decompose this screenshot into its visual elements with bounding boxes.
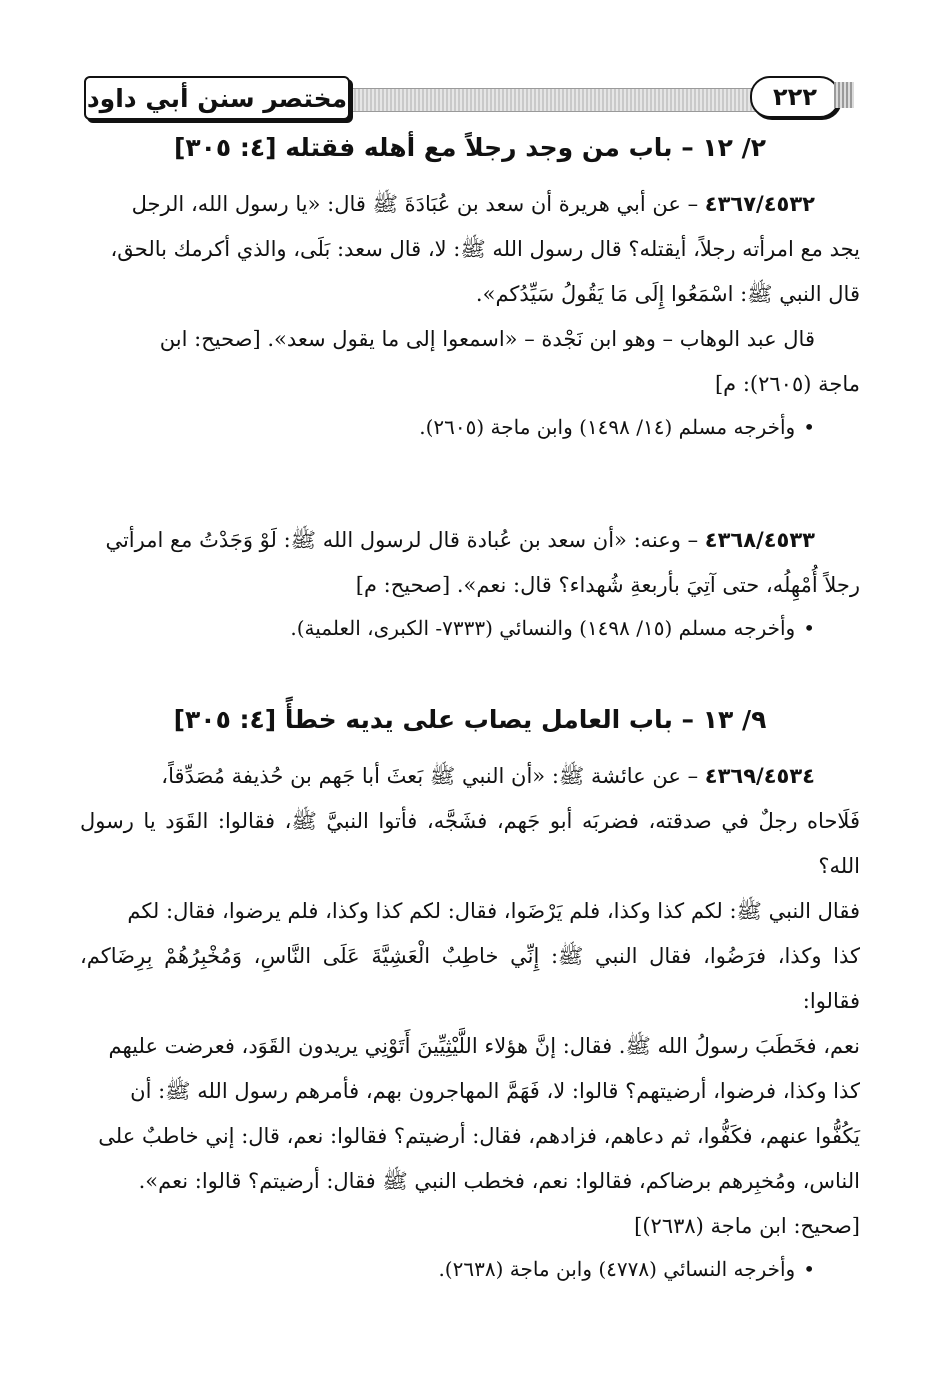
grading: [صحيح: ابن ماجة (٢٦٣٨)] xyxy=(634,1214,860,1238)
hadith-4532 xyxy=(80,182,860,447)
hadith-4534 xyxy=(80,754,860,1289)
hadith-line: كذا وكذا، فرَضُوا، فقال النبي ﷺ: إِنِّي خاطِبٌ الْعَشِيَّةَ عَلَى النَّاسِ، وَمُخْبِرُهُمْ بِرِضَاكم، فقالوا: xyxy=(80,944,860,1013)
hadith-text: – عن أبي هريرة أن سعد بن عُبَادَةَ ﷺ قال: «يا رسول الله، الرجل xyxy=(131,192,699,216)
hadith-4533 xyxy=(80,518,860,648)
hadith-line: رجلاً أُمْهِلُه، حتى آتِيَ بأربعةِ شُهداء؟ قال: نعم». [صحيح: م] xyxy=(355,573,860,597)
takhrij-note: • وأخرجه مسلم (١٤/ ١٤٩٨) وابن ماجة (٢٦٠٥). xyxy=(80,407,860,447)
hadith-line: فَلَاحاه رجلٌ في صدقته، فضربَه أبو جَهم، فشَجَّه، فأتوا النبيَّ ﷺ، فقالوا: القَوَد يا رسول الله؟ xyxy=(80,809,860,878)
hadith-line: يَكُفُّوا عنهم، فكَفُّوا، ثم دعاهم، فزادهم، فقال: أرضيتم؟ فقالوا: نعم، قال: إني خاطبٌ على xyxy=(98,1124,860,1148)
running-header xyxy=(84,76,854,120)
hadith-line: نعم، فخَطَبَ رسولُ الله ﷺ. فقال: إنَّ هؤلاء اللَّيْثِيِّينَ أَتَوْنِي يريدون القَوَد، فعرضت عليهم xyxy=(108,1034,860,1058)
header-ornament xyxy=(834,82,854,108)
hadith-number: ٤٣٦٧/٤٥٣٢ xyxy=(704,192,815,216)
book-title: مختصر سنن أبي داود xyxy=(84,76,350,120)
takhrij-note: • وأخرجه مسلم (١٥/ ١٤٩٨) والنسائي (٧٣٣٣- الكبرى، العلمية). xyxy=(80,608,860,648)
hadith-line xyxy=(80,182,860,227)
chapter-heading: ٢/ ١٢ – باب من وجد رجلاً مع أهله فقتله [٤: ٣٠٥] xyxy=(173,133,767,162)
hadith-line: يجد مع امرأته رجلاً، أيقتله؟ قال رسول الله ﷺ: لا، قال سعد: بَلَى، والذي أكرمك بالحق، xyxy=(110,237,860,261)
hadith-line: كذا وكذا، فرضوا، أرضيتهم؟ قالوا: لا، فَهَمَّ المهاجرون بهم، فأمرهم رسول الله ﷺ: أن xyxy=(130,1079,860,1103)
hadith-line: قال النبي ﷺ: اسْمَعُوا إِلَى مَا يَقُولُ سَيِّدُكم». xyxy=(475,282,860,306)
page-number: ٢٢٢ xyxy=(750,76,840,118)
grading: ماجة (٢٦٠٥): م] xyxy=(714,372,860,396)
hadith-line xyxy=(80,754,860,799)
hadith-number: ٤٣٦٩/٤٥٣٤ xyxy=(704,764,815,788)
hadith-line: الناس، ومُخبِرهم برضاكم، فقالوا: نعم، فخطب النبي ﷺ فقال: أرضيتم؟ قالوا: نعم». xyxy=(138,1169,860,1193)
chapter-heading: ٩/ ١٣ – باب العامل يصاب على يديه خطأً [٤: ٣٠٥] xyxy=(173,705,767,734)
hadith-text: – عن عائشة ﷺ: «أن النبي ﷺ بَعثَ أبا جَهم بن حُذيفة مُصَدِّقاً، xyxy=(161,764,699,788)
hadith-line: فقال النبي ﷺ: لكم كذا وكذا، فلم يَرْضَوا، فقال: لكم كذا وكذا، فلم يرضوا، فقال: لكم xyxy=(127,899,860,923)
hadith-line: قال عبد الوهاب – وهو ابن نَجْدة – «اسمعوا إلى ما يقول سعد». [صحيح: ابن xyxy=(159,327,815,351)
header-decorative-band xyxy=(334,88,774,112)
hadith-text: – وعنه: «أن سعد بن عُبادة قال لرسول الله ﷺ: لَوْ وَجَدْتُ مع امرأتي xyxy=(105,528,699,552)
hadith-number: ٤٣٦٨/٤٥٣٣ xyxy=(704,528,815,552)
takhrij-note: • وأخرجه النسائي (٤٧٧٨) وابن ماجة (٢٦٣٨). xyxy=(80,1249,860,1289)
hadith-line xyxy=(80,518,860,563)
